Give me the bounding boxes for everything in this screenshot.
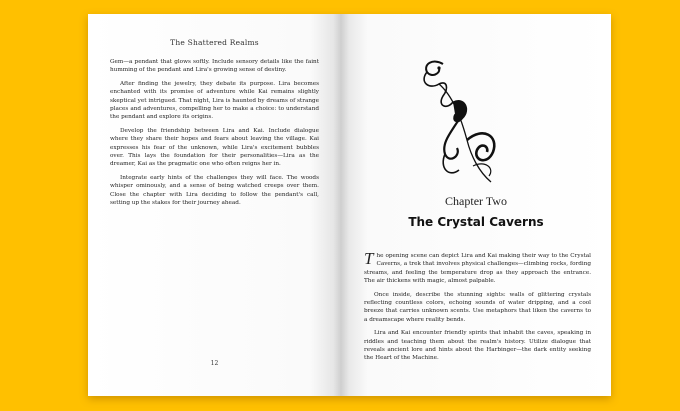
right-page bbox=[341, 14, 611, 396]
left-page-body bbox=[110, 58, 319, 208]
paragraph: Develop the friendship between Lira and Kai. Include dialogue where they share their hopes and fears about leaving the village. Kai expresses his fear of the unknown, while Lira's excitement bubbles over. This lays the foundation for their personalities—Lira as the dreamer, Kai as the pragmatic one who often reigns her in. bbox=[110, 127, 319, 168]
paragraph: Lira and Kai encounter friendly spirits that inhabit the caves, speaking in riddles and teaching them about the realm's history. Utilize dialogue that reveals ancient lore and hints about the Harbinger—the dark entity seeking the Heart of the Machine. bbox=[364, 330, 591, 362]
chapter-number: Chapter Two bbox=[445, 194, 507, 208]
paragraph: Gem—a pendant that glows softly. Include sensory details like the faint humming of the pendant and Lira's growing sense of destiny. bbox=[110, 59, 319, 74]
paragraph bbox=[364, 249, 591, 286]
flourish-ornament-icon bbox=[413, 56, 509, 190]
drop-cap: T bbox=[364, 249, 374, 268]
running-head: The Shattered Realms bbox=[170, 38, 259, 47]
paragraph: Integrate early hints of the challenges they will face. The woods whisper ominously, and a sense of being watched creeps over them. Close the chapter with Lira deciding to follow the pendant's call, setting up the stakes for their journey ahead. bbox=[110, 174, 319, 207]
left-page bbox=[88, 14, 341, 396]
open-book bbox=[88, 14, 611, 396]
paragraph: After finding the jewelry, they debate its purpose. Lira becomes enchanted with its promise of adventure while Kai remains slightly skeptical yet intrigued. That night, Lira is haunted by dreams of strange places and adventures, compelling her to make a choice: to understand the pendant and explore its origins. bbox=[110, 80, 319, 121]
paragraph-text: he opening scene can depict Lira and Kai making their way to the Crystal Caverns, a trek that involves physical challenges—climbing rocks, fording streams, and feeling the temperature drop as they approach the entrance. The air thickens with magic, almost palpable. bbox=[364, 253, 591, 285]
page-number: 12 bbox=[210, 360, 219, 367]
right-page-body bbox=[364, 249, 591, 368]
paragraph: Once inside, describe the stunning sights: walls of glittering crystals reflecting countless colors, echoing sounds of water dripping, and a cool breeze that carries unknown scents. Use metaphors that liken the caverns to a dreamscape where reality bends. bbox=[364, 291, 591, 323]
chapter-title: The Crystal Caverns bbox=[408, 215, 544, 229]
